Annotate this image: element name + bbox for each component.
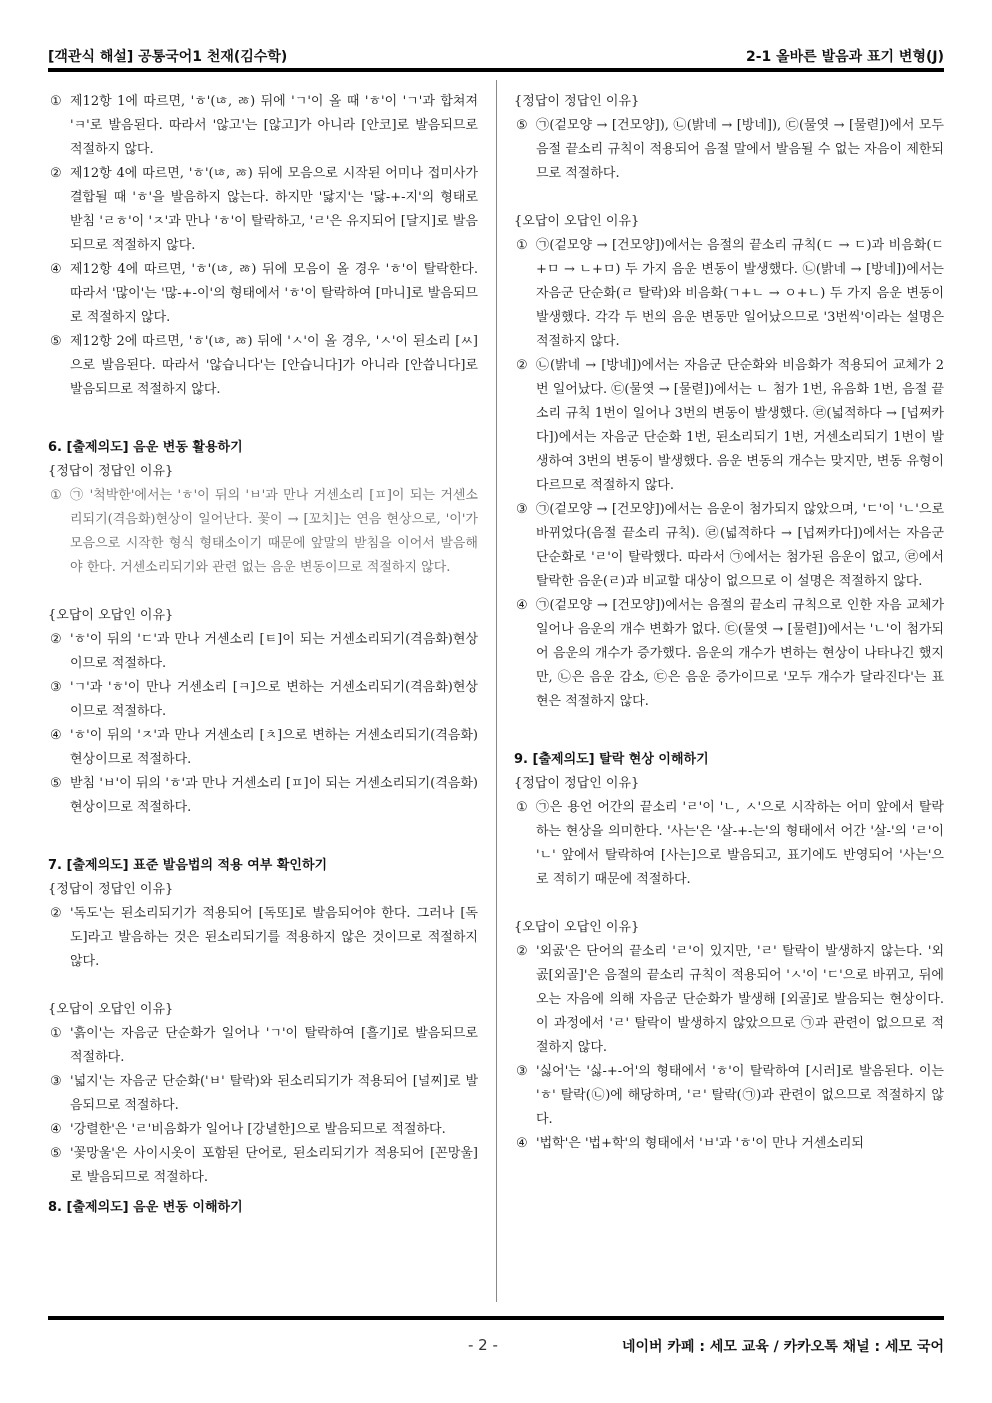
q8-correct-label: {정답이 정답인 이유}: [514, 94, 640, 109]
header-rule: [48, 68, 944, 72]
item-text: '외곬'은 단어의 끝소리 'ㄹ'이 있지만, 'ㄹ' 탈락이 발생하지 않는다. '외곬[외골]'은 음절의 끝소리 규칙이 적용되어 'ㅅ'이 'ㄷ'으로 바뀌고, 뒤에 오는 자음에 의해 자음군 단순화가 발생해 [외골]로 발음되는 현상이다. 이 과정에서 'ㄹ' 탈락이 발생하지 않았으므로 ㉠과 관련이 없으므로 적절하지 않다.: [536, 944, 944, 1055]
q9-title: 9. [출제의도] 탈락 현상 이해하기: [514, 752, 709, 767]
q9-wrong-item: [514, 940, 944, 1060]
item-number: ③: [50, 680, 62, 695]
item-text: 'ㅎ'이 뒤의 'ㅈ'과 만나 거센소리 [ㅊ]으로 변하는 거센소리되기(격음화)현상이므로 적절하다.: [70, 728, 478, 767]
q6-correct-label: {정답이 정답인 이유}: [48, 464, 174, 479]
item-number: ①: [516, 238, 528, 253]
item-text: 제12항 1에 따르면, 'ㅎ'(ㄶ, ㅀ) 뒤에 'ㄱ'이 올 때 'ㅎ'이 'ㄱ'과 합쳐져 'ㅋ'로 발음된다. 따라서 '않고'는 [않고]가 아니라 [안코]로 발음되므로 적절하지 않다.: [70, 94, 478, 157]
q6-wrong-label: {오답이 오답인 이유}: [48, 608, 174, 623]
item-text: ㉡(밝네 → [방네])에서는 자음군 단순화와 비음화가 적용되어 교체가 2번 일어났다. ㉢(물엿 → [물렫])에서는 ㄴ 첨가 1번, 유음화 1번, 음절 끝소리 규칙 1번이 일어나 3번의 변동이 발생했다. ㉣(넓적하다 → [넙쩌카다])에서는 자음군 단순화 1번, 된소리되기 1번, 거센소리되기 1번이 발생하여 3번의 변동이 발생했다. 음운 변동의 개수는 맞지만, 변동 유형이 다르므로 적절하지 않다.: [536, 358, 944, 493]
item-number: ①: [50, 94, 62, 109]
q6-title: 6. [출제의도] 음운 변동 활용하기: [48, 440, 243, 455]
q8-wrong-item: [514, 594, 944, 714]
header-section: 2-1 올바른 발음과 표기 변형(J): [745, 49, 944, 65]
q5-item: [48, 90, 478, 162]
q8-title: 8. [출제의도] 음운 변동 이해하기: [48, 1200, 243, 1215]
item-text: '넓지'는 자음군 단순화('ㅂ' 탈락)와 된소리되기가 적용되어 [널찌]로 발음되므로 적절하다.: [70, 1074, 478, 1113]
q8-wrong-label: {오답이 오답인 이유}: [514, 214, 640, 229]
item-number: ②: [516, 944, 528, 959]
q8-correct-item: [514, 114, 944, 186]
right-column: [514, 90, 944, 1156]
q5-item: [48, 162, 478, 258]
item-number: ⑤: [50, 776, 62, 791]
header-title: [객관식 해설] 공통국어1 천재(김수학): [48, 49, 288, 65]
item-number: ①: [50, 1026, 62, 1041]
q5-item: [48, 258, 478, 330]
item-text: 받침 'ㅂ'이 뒤의 'ㅎ'과 만나 거센소리 [ㅍ]이 되는 거센소리되기(격음화)현상이므로 적절하다.: [70, 776, 478, 815]
item-text: ㉠ '척박한'에서는 'ㅎ'이 뒤의 'ㅂ'과 만나 거센소리 [ㅍ]이 되는 거센소리되기(격음화)현상이 일어난다. 꽃이 → [꼬치]는 연음 현상으로, '이'가 모음으로 시작한 형식 형태소이기 때문에 앞말의 받침을 이어서 발음해야 한다. 거센소리되기와 관련 없는 음운 변동이므로 적절하지 않다.: [70, 488, 478, 575]
item-text: 제12항 4에 따르면, 'ㅎ'(ㄶ, ㅀ) 뒤에 모음이 올 경우 'ㅎ'이 탈락한다. 따라서 '많이'는 '많-+-이'의 형태에서 'ㅎ'이 탈락하여 [마니]로 발음되므로 적절하지 않다.: [70, 262, 478, 325]
page-header: [48, 44, 944, 66]
item-number: ④: [50, 1122, 62, 1137]
item-number: ⑤: [50, 1146, 62, 1161]
item-text: 'ㅎ'이 뒤의 'ㄷ'과 만나 거센소리 [ㅌ]이 되는 거센소리되기(격음화)현상이므로 적절하다.: [70, 632, 478, 671]
page-footer: [48, 1336, 944, 1360]
item-number: ③: [50, 1074, 62, 1089]
item-number: ②: [50, 632, 62, 647]
item-number: ④: [50, 262, 62, 277]
q7-wrong-label: {오답이 오답인 이유}: [48, 1002, 174, 1017]
item-number: ①: [516, 800, 528, 815]
q9-wrong-item: [514, 1060, 944, 1132]
item-text: ㉠(겉모양 → [건모양]), ㉡(밝네 → [방네]), ㉢(물엿 → [물렫])에서 모두 음절 끝소리 규칙이 적용되어 음절 말에서 발음될 수 없는 자음이 제한되므로 적절하다.: [536, 118, 944, 181]
item-text: 제12항 4에 따르면, 'ㅎ'(ㄶ, ㅀ) 뒤에 모음으로 시작된 어미나 접미사가 결합될 때 'ㅎ'을 발음하지 않는다. 하지만 '닳지'는 '닳-+-지'의 형태로 받침 'ㄹㅎ'이 'ㅈ'과 만나 'ㅎ'이 탈락하고, 'ㄹ'은 유지되어 [달지]로 발음되므로 적절하지 않다.: [70, 166, 478, 253]
item-number: ③: [516, 502, 528, 517]
item-number: ③: [516, 1064, 528, 1079]
item-number: ⑤: [516, 118, 528, 133]
q7-correct-item: [48, 902, 478, 974]
item-number: ②: [50, 906, 62, 921]
item-number: ④: [516, 1136, 528, 1151]
item-number: ②: [516, 358, 528, 373]
q6-wrong-item: [48, 724, 478, 772]
item-text: '독도'는 된소리되기가 적용되어 [독또]로 발음되어야 한다. 그러나 [독도]라고 발음하는 것은 된소리되기를 적용하지 않은 것이므로 적절하지 않다.: [70, 906, 478, 969]
footer-rule: [48, 1316, 944, 1320]
item-text: ㉠(겉모양 → [건모양])에서는 음절의 끝소리 규칙(ㄷ → ㄷ)과 비음화(ㄷ+ㅁ → ㄴ+ㅁ) 두 가지 음운 변동이 발생했다. ㉡(밝네 → [방네])에서는 자음군 단순화(ㄹ 탈락)와 비음화(ㄱ+ㄴ → ㅇ+ㄴ) 두 가지 음운 변동이 발생했다. 각각 두 번의 음운 변동만 일어났으므로 '3번씩'이라는 설명은 적절하지 않다.: [536, 238, 944, 349]
item-number: ⑤: [50, 334, 62, 349]
q6-wrong-item: [48, 628, 478, 676]
q8-wrong-item: [514, 498, 944, 594]
item-number: ④: [50, 728, 62, 743]
q7-wrong-item: [48, 1142, 478, 1190]
q9-correct-item: [514, 796, 944, 892]
q7-title: 7. [출제의도] 표준 발음법의 적용 여부 확인하기: [48, 858, 328, 873]
q7-wrong-item: [48, 1118, 478, 1142]
item-number: ②: [50, 166, 62, 181]
q9-wrong-item: [514, 1132, 944, 1156]
item-text: ㉠(겉모양 → [건모양])에서는 음운이 첨가되지 않았으며, 'ㄷ'이 'ㄴ'으로 바뀌었다(음절 끝소리 규칙). ㉣(넓적하다 → [넙쩌카다])에서는 자음군 단순화로 'ㄹ'이 탈락했다. 따라서 ㉠에서는 첨가된 음운이 없고, ㉣에서 탈락한 음운(ㄹ)과 비교할 대상이 없으므로 이 설명은 적절하지 않다.: [536, 502, 944, 589]
item-text: '강렬한'은 'ㄹ'비음화가 일어나 [강녈한]으로 발음되므로 적절하다.: [70, 1122, 446, 1137]
q9-correct-label: {정답이 정답인 이유}: [514, 776, 640, 791]
q7-wrong-item: [48, 1022, 478, 1070]
item-text: 제12항 2에 따르면, 'ㅎ'(ㄶ, ㅀ) 뒤에 'ㅅ'이 올 경우, 'ㅅ'이 된소리 [ㅆ]으로 발음된다. 따라서 '않습니다'는 [안습니다]가 아니라 [안씁니다]로 발음되므로 적절하지 않다.: [70, 334, 478, 397]
q5-item: [48, 330, 478, 402]
q7-correct-label: {정답이 정답인 이유}: [48, 882, 174, 897]
q9-wrong-label: {오답이 오답인 이유}: [514, 920, 640, 935]
item-text: '꽃망울'은 사이시옷이 포함된 단어로, 된소리되기가 적용되어 [꼰망울]로 발음되므로 적절하다.: [70, 1146, 478, 1185]
left-column: [48, 90, 478, 1220]
q6-correct-item: [48, 484, 478, 580]
item-text: '흙이'는 자음군 단순화가 일어나 'ㄱ'이 탈락하여 [흘기]로 발음되므로 적절하다.: [70, 1026, 478, 1065]
item-number: ①: [50, 488, 62, 503]
q8-wrong-item: [514, 354, 944, 498]
q6-wrong-item: [48, 772, 478, 820]
footer-brand: 네이버 카페 : 세모 교육 / 카카오톡 채널 : 세모 국어: [621, 1339, 944, 1355]
q7-wrong-item: [48, 1070, 478, 1118]
page-number: - 2 -: [468, 1336, 498, 1354]
q6-wrong-item: [48, 676, 478, 724]
item-text: '싫어'는 '싫-+-어'의 형태에서 'ㅎ'이 탈락하여 [시러]로 발음된다. 이는 'ㅎ' 탈락(㉡)에 해당하며, 'ㄹ' 탈락(㉠)과 관련이 없으므로 적절하지 않다.: [536, 1064, 944, 1127]
item-text: ㉠(겉모양 → [건모양])에서는 음절의 끝소리 규칙으로 인한 자음 교체가 일어나 음운의 개수 변화가 없다. ㉢(물엿 → [물렫])에서는 'ㄴ'이 첨가되어 음운의 개수가 증가했다. 음운의 개수가 변하는 현상이 나타나긴 했지만, ㉡은 음운 감소, ㉢은 음운 증가이므로 '모두 개수가 달라진다'는 표현은 적절하지 않다.: [536, 598, 944, 709]
q8-wrong-item: [514, 234, 944, 354]
item-text: ㉠은 용언 어간의 끝소리 'ㄹ'이 'ㄴ, ㅅ'으로 시작하는 어미 앞에서 탈락하는 현상을 의미한다. '사는'은 '살-+-는'의 형태에서 어간 '살-'의 'ㄹ'이 'ㄴ' 앞에서 탈락하여 [사는]으로 발음되고, 표기에도 반영되어 '사는'으로 적히기 때문에 적절하다.: [536, 800, 944, 887]
column-divider: [496, 80, 497, 1302]
item-number: ④: [516, 598, 528, 613]
item-text: '법학'은 '법+학'의 형태에서 'ㅂ'과 'ㅎ'이 만나 거센소리되: [536, 1136, 864, 1151]
item-text: 'ㄱ'과 'ㅎ'이 만나 거센소리 [ㅋ]으로 변하는 거센소리되기(격음화)현상이므로 적절하다.: [70, 680, 478, 719]
